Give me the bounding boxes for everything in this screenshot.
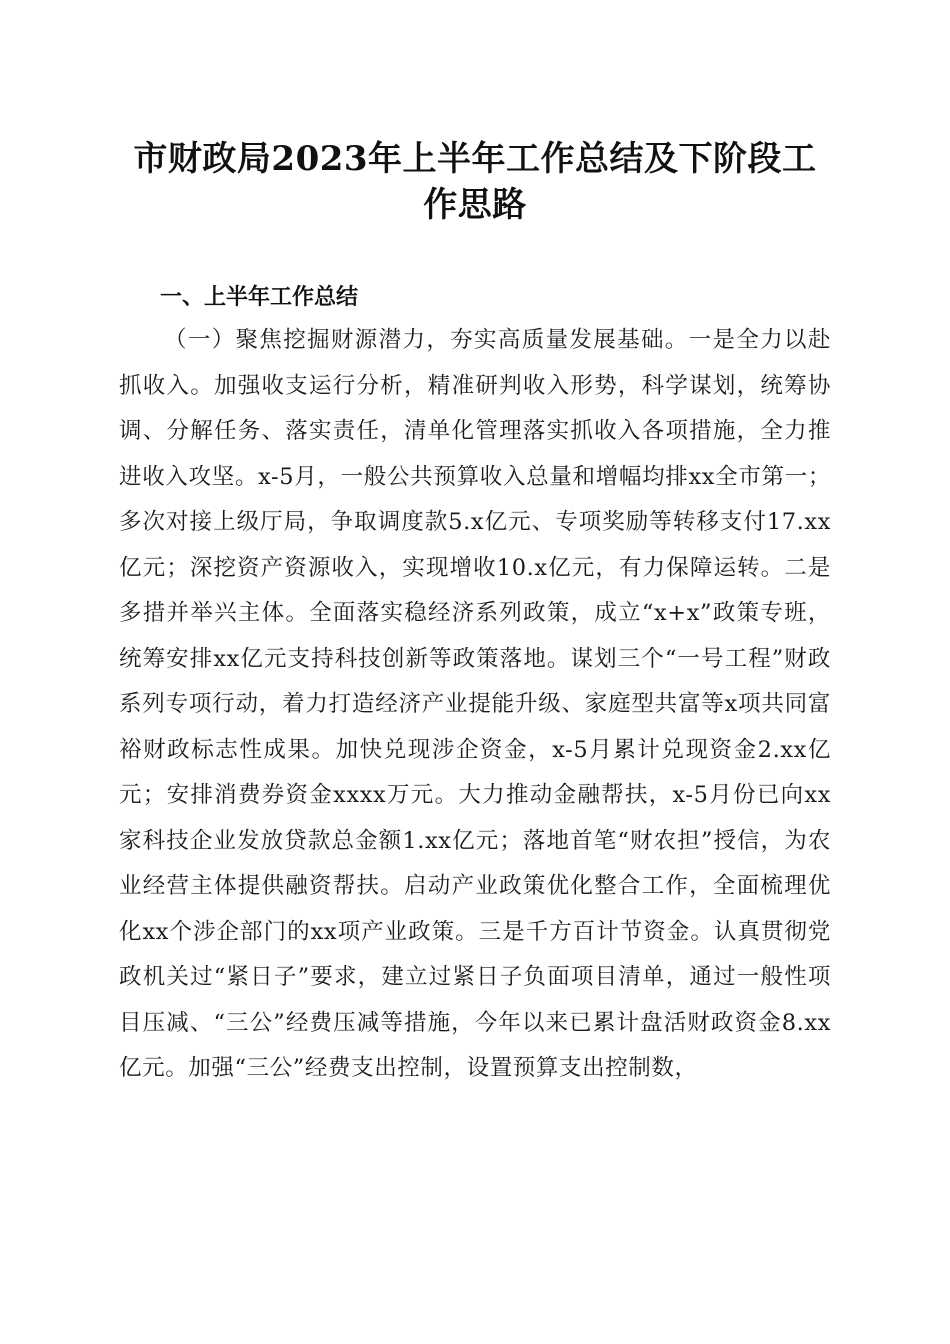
section-heading: 一、上半年工作总结 — [160, 285, 359, 310]
document-title: 市财政局2023年上半年工作总结及下阶段工作思路 — [133, 139, 817, 225]
body-paragraph: （一）聚焦挖掘财源潜力，夯实高质量发展基础。一是全力以赴抓收入。加强收支运行分析，精准研判收入形势，科学谋划，统筹协调、分解任务、落实责任，清单化管理落实抓收入各项措施，全力推进收入攻坚。x-5月，一般公共预算收入总量和增幅均排xx全市第一；多次对接上级厅局，争取调度款5.x亿元、专项奖励等转移支付17.xx亿元；深挖资产资源收入，实现增收10.x亿元，有力保障运转。二是多措并举兴主体。全面落实稳经济系列政策，成立“x+x”政策专班，统筹安排xx亿元支持科技创新等政策落地。谋划三个“一号工程”财政系列专项行动，着力打造经济产业提能升级、家庭型共富等x项共同富裕财政标志性成果。加快兑现涉企资金，x-5月累计兑现资金2.xx亿元；安排消费券资金xxxx万元。大力推动金融帮扶，x-5月份已向xx家科技企业发放贷款总金额1.xx亿元；落地首笔“财农担”授信，为农业经营主体提供融资帮扶。启动产业政策优化整合工作，全面梳理优化xx个涉企部门的xx项产业政策。三是千方百计节资金。认真贯彻党政机关过“紧日子”要求，建立过紧日子负面项目清单，通过一般性项目压减、“三公”经费压减等措施，今年以来已累计盘活财政资金8.xx亿元。加强“三公”经费支出控制，设置预算支出控制数， — [119, 327, 831, 1081]
